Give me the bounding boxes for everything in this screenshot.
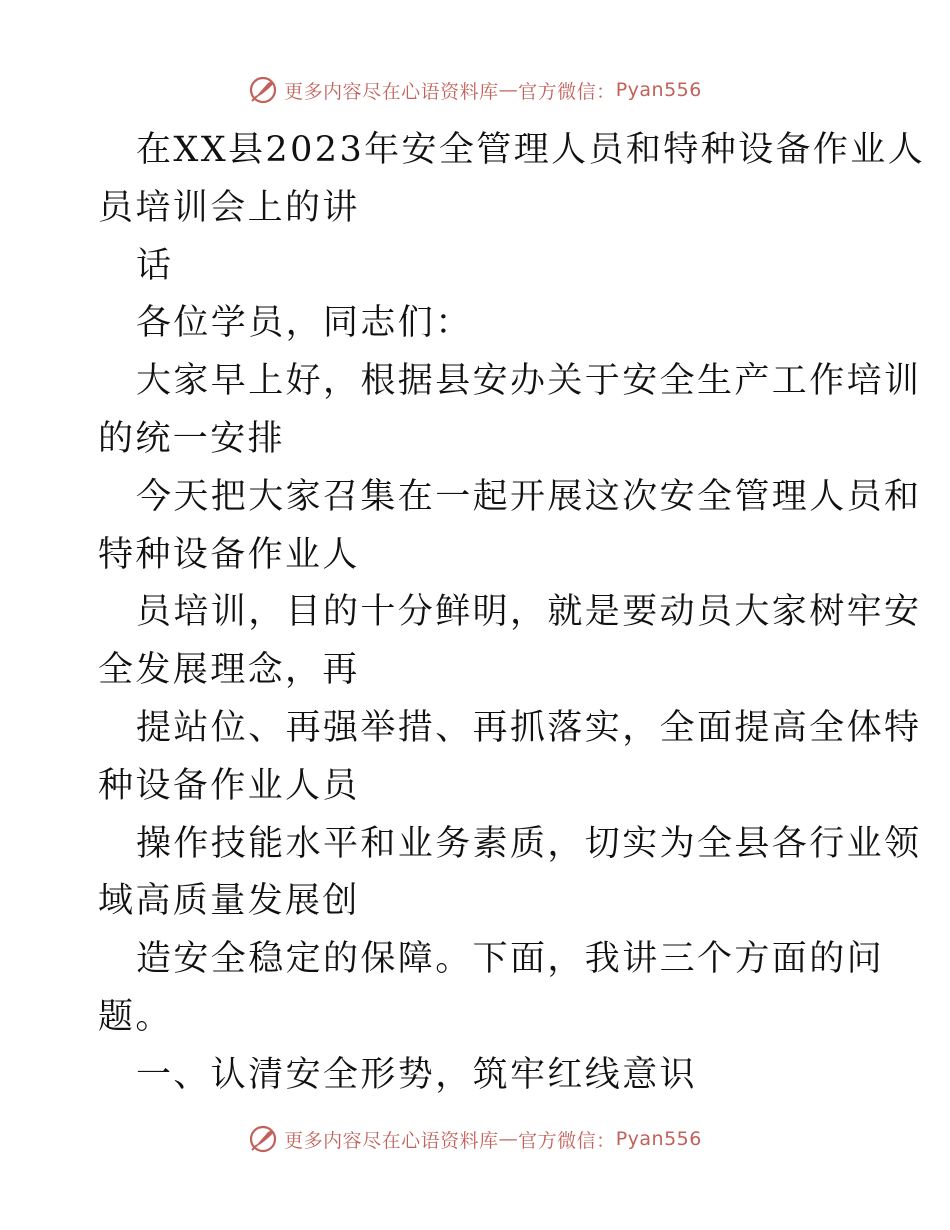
quill-logo-icon [248,75,278,105]
salutation: 各位学员，同志们： [136,303,473,344]
doc-title-line-3: 话 [136,245,174,286]
paragraph-line: 特种设备作业人 [98,534,360,575]
paragraph-line: 全发展理念，再 [98,650,360,691]
footer-watermark [0,1122,950,1156]
section-heading: 一、认清安全形势，筑牢红线意识 [136,1054,698,1095]
watermark-label: 官方微信： [518,1129,616,1152]
paragraph-line: 操作技能水平和业务素质，切实为全县各行业领 [136,823,922,864]
paragraph-line: 造安全稳定的保障。下面，我讲三个方面的问 [136,939,885,980]
paragraph-line: 大家早上好，根据县安办关于安全生产工作培训 [136,361,922,402]
header-watermark [0,73,950,107]
paragraph-line: 员培训，目的十分鲜明，就是要动员大家树牢安 [136,592,922,633]
paragraph-line: 提站位、再强举措、再抓落实，全面提高全体特 [136,707,922,748]
watermark-dash: — [498,79,519,101]
watermark-label: 官方微信： [518,80,616,103]
watermark-wechat-id: Pyan556 [615,79,702,101]
paragraph-line: 的统一安排 [98,418,286,459]
document-body [98,122,926,1105]
watermark-wechat-id: Pyan556 [615,1128,702,1150]
doc-title-line-2: 员培训会上的讲 [98,187,360,228]
paragraph-line: 题。 [98,996,173,1037]
quill-logo-icon [248,1124,278,1154]
paragraph-line: 今天把大家召集在一起开展这次安全管理人员和 [136,476,922,517]
watermark-dash: — [498,1128,519,1150]
paragraph-line: 域高质量发展创 [98,881,360,922]
paragraph-line: 种设备作业人员 [98,765,360,806]
watermark-text: 更多内容尽在心语资料库 [284,1129,499,1152]
doc-title-line-1: 在XX县2023年安全管理人员和特种设备作业人 [136,130,926,170]
watermark-text: 更多内容尽在心语资料库 [284,80,499,103]
